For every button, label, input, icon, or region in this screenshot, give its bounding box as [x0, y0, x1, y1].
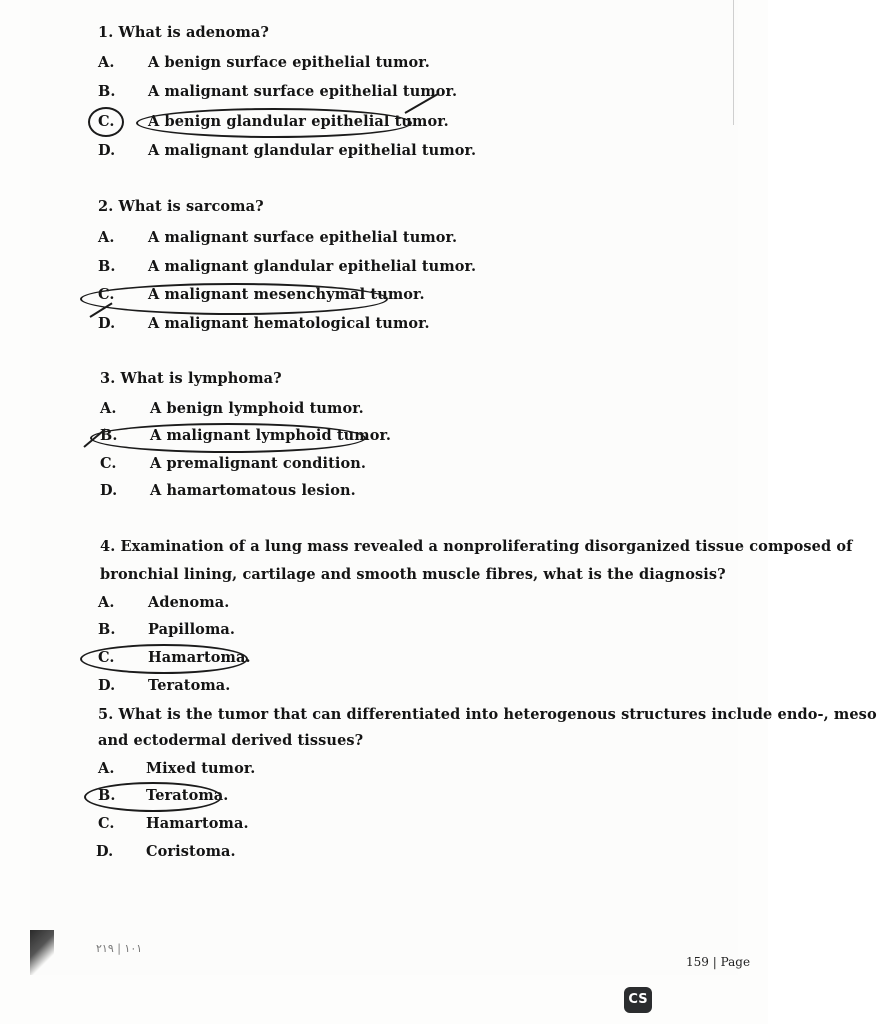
option-text: A benign lymphoid tumor. [150, 400, 364, 417]
option-letter: C. [100, 455, 117, 472]
scan-shadow [30, 930, 54, 975]
option-text: Adenoma. [148, 594, 230, 611]
option-text: Teratoma. [146, 787, 229, 804]
footer-left-text: ۲۱۹ | ۱۰۱ [96, 942, 143, 955]
option-text: A malignant hematological tumor. [148, 315, 430, 332]
option-letter: D. [100, 482, 118, 499]
option-text: A malignant surface epithelial tumor. [148, 229, 458, 246]
question-5-stem-line-2: and ectodermal derived tissues? [98, 732, 364, 749]
option-letter: D. [98, 677, 116, 694]
question-2-stem: 2. What is sarcoma? [98, 198, 264, 215]
option-text: A malignant lymphoid tumor. [150, 427, 392, 444]
option-letter: B. [98, 787, 116, 804]
option-letter: C. [98, 815, 115, 832]
question-5-stem-line-1: 5. What is the tumor that can differentiated into heterogenous structures include endo-, meso [98, 706, 877, 723]
option-letter: C. [98, 113, 115, 130]
option-letter: A. [98, 54, 115, 71]
option-text: Mixed tumor. [146, 760, 256, 777]
option-letter: D. [96, 843, 114, 860]
option-letter: B. [100, 427, 118, 444]
option-text: Coristoma. [146, 843, 236, 860]
option-text: A malignant mesenchymal tumor. [148, 286, 425, 303]
option-letter: B. [98, 258, 116, 275]
option-text: Papilloma. [148, 621, 236, 638]
option-text: A malignant surface epithelial tumor. [148, 83, 458, 100]
option-letter: A. [100, 400, 117, 417]
option-letter: B. [98, 83, 116, 100]
question-1-stem: 1. What is adenoma? [98, 24, 269, 41]
option-letter: C. [98, 649, 115, 666]
option-text: Hamartoma. [146, 815, 249, 832]
option-letter: A. [98, 229, 115, 246]
option-text: A benign surface epithelial tumor. [148, 54, 430, 71]
option-letter: A. [98, 594, 115, 611]
option-text: A benign glandular epithelial tumor. [148, 113, 449, 130]
option-text: Hamartoma. [148, 649, 251, 666]
option-text: A premalignant condition. [150, 455, 367, 472]
option-text: A malignant glandular epithelial tumor. [148, 142, 477, 159]
question-3-stem: 3. What is lymphoma? [100, 370, 282, 387]
option-letter: B. [98, 621, 116, 638]
option-letter: C. [98, 286, 115, 303]
page-number: 159 | Page [686, 955, 751, 969]
option-text: A hamartomatous lesion. [150, 482, 356, 499]
option-text: A malignant glandular epithelial tumor. [148, 258, 477, 275]
option-letter: D. [98, 142, 116, 159]
question-4-stem-line-1: 4. Examination of a lung mass revealed a nonproliferating disorganized tissue composed of [100, 538, 853, 555]
option-letter: D. [98, 315, 116, 332]
option-letter: A. [98, 760, 115, 777]
question-4-stem-line-2: bronchial lining, cartilage and smooth muscle fibres, what is the diagnosis? [100, 566, 726, 583]
page-edge-line [733, 0, 734, 125]
camscanner-logo: CS [624, 987, 652, 1013]
option-text: Teratoma. [148, 677, 231, 694]
